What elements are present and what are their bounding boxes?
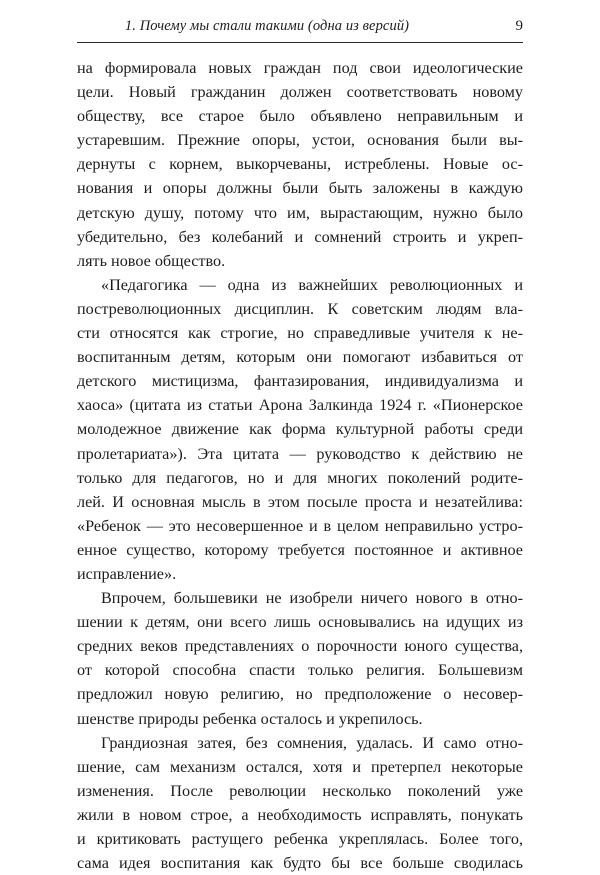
text-line: обществу, все старое было объявлено неправильным и bbox=[77, 107, 523, 126]
text-line: жили в новом строе, а необходимость исправлять, понукать bbox=[77, 805, 523, 824]
text-line: хаоса» (цитата из статьи Арона Залкинда 1924 г. «Пионерское bbox=[77, 396, 523, 415]
text-line: пролетариата»). Эта цитата — руководство к действию не bbox=[77, 444, 523, 463]
text-line: шенстве природы ребенка осталось и укрепилось. bbox=[77, 709, 423, 728]
text-line: детского мистицизма, фантазирования, индивидуализма и bbox=[77, 372, 523, 391]
text-line: «Педагогика — одна из важнейших революционных и bbox=[101, 275, 523, 294]
text-line: средних веков представлениях о порочности юного существа, bbox=[77, 637, 523, 656]
text-line: енное существо, которому требуется постоянное и активное bbox=[77, 540, 523, 559]
body-text bbox=[77, 56, 523, 875]
text-line: шении к детям, они всего лишь основывались на идущих из bbox=[77, 613, 523, 632]
text-line: воспитанным детям, которым они помогают избавиться от bbox=[77, 348, 523, 367]
page-number: 9 bbox=[515, 18, 523, 34]
text-line: Грандиозная затея, без сомнения, удалась. И само отно- bbox=[101, 733, 523, 752]
text-line: и критиковать растущего ребенка укреплялась. Более того, bbox=[77, 830, 523, 848]
text-line: только для педагогов, но и для многих поколений родите- bbox=[77, 468, 523, 487]
text-line: лять новое общество. bbox=[77, 251, 226, 270]
text-line: исправление». bbox=[77, 564, 177, 583]
text-line: дернуты с корнем, выкорчеваны, истреблены. Новые ос- bbox=[77, 155, 523, 174]
text-line: цели. Новый гражданин должен соответствовать новому bbox=[77, 83, 523, 102]
text-line: убедительно, без колебаний и сомнений строить и укреп- bbox=[77, 227, 523, 246]
text-line: детскую душу, потому что им, вырастающим, нужно было bbox=[77, 203, 523, 222]
text-line: шение, сам механизм остался, хотя и претерпел некоторые bbox=[77, 757, 523, 776]
paragraph bbox=[77, 731, 523, 875]
text-line: постреволюционных дисциплин. К советским людям вла- bbox=[77, 299, 523, 318]
header-rule bbox=[77, 42, 523, 43]
text-line: на формировала новых граждан под свои идеологические bbox=[77, 59, 523, 77]
text-line: предложил новую религию, но предположение о несовер- bbox=[77, 685, 523, 704]
text-line: от которой способна спасти только религия. Большевизм bbox=[77, 661, 523, 680]
paragraph bbox=[77, 273, 523, 586]
text-line: Впрочем, большевики не изобрели ничего нового в отно- bbox=[101, 589, 523, 608]
text-line: молодежное движение как форма культурной работы среди bbox=[77, 420, 523, 439]
running-head bbox=[77, 14, 523, 40]
text-line: устаревшим. Прежние опоры, устои, основания были вы- bbox=[77, 131, 523, 150]
text-line: изменения. После революции несколько поколений уже bbox=[77, 781, 523, 800]
running-title: 1. Почему мы стали такими (одна из версий) bbox=[124, 18, 410, 34]
text-line: «Ребенок — это несовершенное и в целом неправильно устро- bbox=[77, 516, 523, 535]
text-line: сама идея воспитания как будто бы все больше сводилась bbox=[77, 854, 523, 873]
paragraph bbox=[77, 586, 523, 731]
text-line: лей. И основная мысль в этом посыле проста и незатейлива: bbox=[77, 492, 523, 511]
text-line: нования и опоры должны были быть заложены в каждую bbox=[77, 179, 523, 198]
paragraph bbox=[77, 56, 523, 273]
text-line: сти относятся как строгие, но справедливые учителя к не- bbox=[77, 324, 523, 343]
